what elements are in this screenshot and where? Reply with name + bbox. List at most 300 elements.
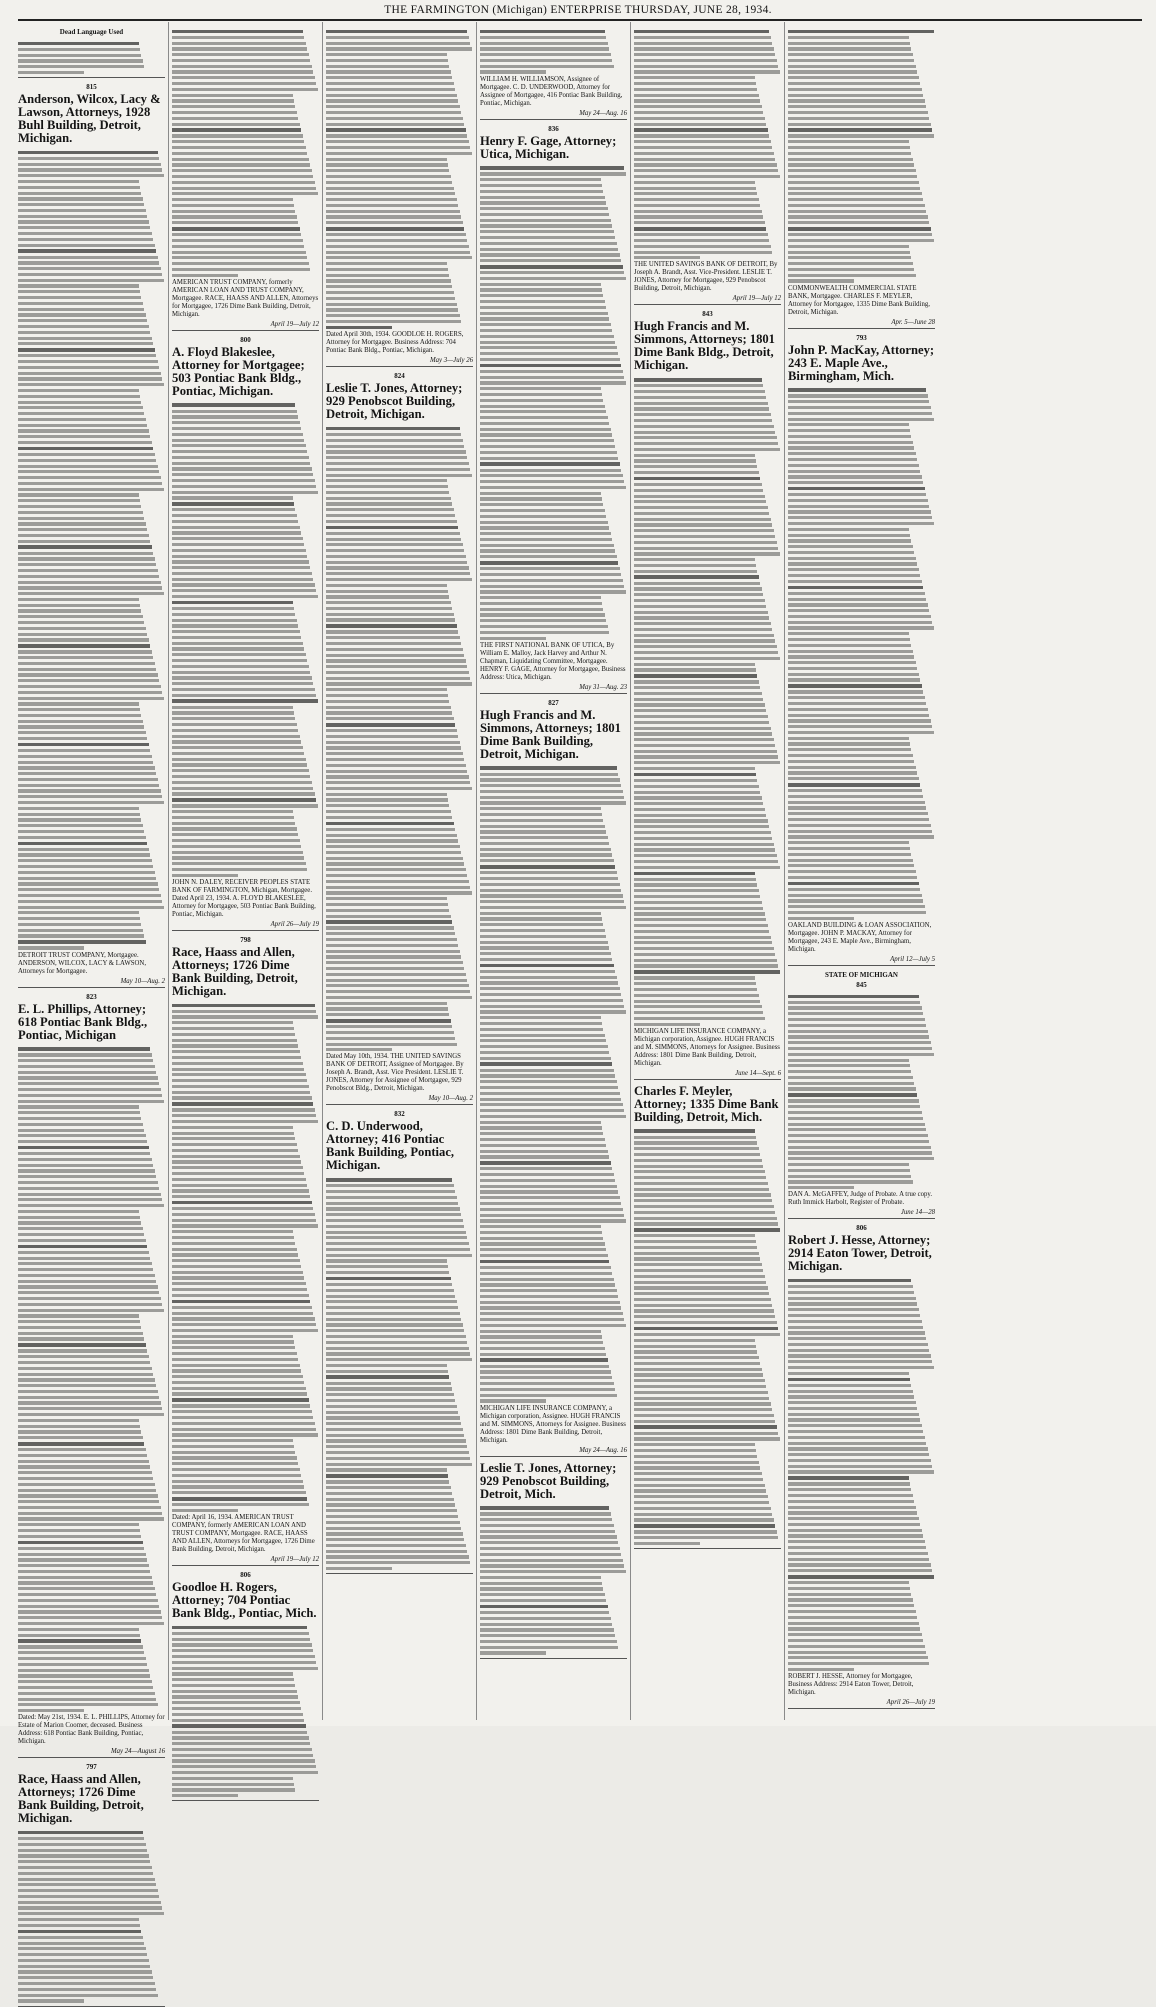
legal-notice: [18, 1763, 165, 2006]
text-line: [172, 1242, 295, 1245]
text-line: [634, 611, 768, 614]
text-line: [18, 1593, 156, 1596]
text-line: [634, 1466, 760, 1469]
text-line: [326, 450, 466, 453]
text-line: [172, 1771, 318, 1774]
text-line: [172, 210, 295, 213]
text-line: [634, 1385, 766, 1388]
text-line: [480, 1646, 618, 1649]
text-line: [480, 935, 606, 938]
text-line: [326, 70, 451, 73]
text-line: [172, 1422, 315, 1425]
text-line: [326, 700, 449, 703]
text-line: [18, 1692, 155, 1695]
text-line: [480, 1254, 608, 1257]
text-line: [788, 731, 934, 734]
text-line: [326, 42, 470, 45]
text-line: [634, 163, 777, 166]
text-line: [788, 1552, 928, 1555]
text-line: [480, 836, 608, 839]
text-line: [18, 1895, 159, 1898]
text-line: [18, 249, 156, 253]
text-line: [788, 88, 922, 91]
text-line: [480, 526, 609, 529]
text-line: [634, 123, 766, 126]
text-line: [326, 880, 469, 883]
text-line: [634, 1228, 780, 1232]
text-line: [788, 510, 931, 513]
text-line: [634, 419, 772, 422]
text-line: [326, 950, 460, 953]
legal-notice: [18, 993, 165, 1759]
text-line: [480, 300, 605, 303]
text-line: [172, 450, 307, 453]
text-line: [172, 607, 294, 610]
text-line: [788, 655, 914, 658]
text-line: [480, 848, 611, 851]
text-line: [480, 1617, 611, 1620]
text-line: [634, 1327, 778, 1331]
text-line: [172, 1783, 294, 1786]
text-line: [326, 1013, 449, 1016]
text-line: [326, 775, 469, 778]
text-line: [788, 1581, 909, 1584]
text-line: [634, 552, 780, 555]
text-line: [480, 819, 603, 822]
text-line: [788, 1331, 925, 1334]
text-line: [326, 909, 449, 912]
text-line: [480, 929, 605, 932]
text-line: [172, 1439, 293, 1442]
text-line: [18, 360, 158, 363]
text-line: [326, 729, 457, 732]
notice-number: 815: [86, 83, 97, 92]
notice-number: 824: [394, 372, 405, 381]
text-line: [172, 1068, 304, 1071]
text-line: [480, 1045, 608, 1048]
text-line: [480, 213, 609, 216]
text-line: [634, 1391, 768, 1394]
text-line: [172, 1456, 297, 1459]
text-line: [788, 215, 928, 218]
text-line: [18, 377, 162, 380]
text-line: [634, 1165, 763, 1168]
text-line: [788, 882, 919, 886]
text-line: [480, 1242, 605, 1245]
text-line: [788, 777, 919, 780]
text-line: [788, 1390, 913, 1393]
text-line: [480, 807, 601, 810]
text-line: [18, 900, 162, 903]
text-line: [326, 979, 467, 982]
text-line: [172, 1416, 313, 1419]
text-line: [18, 354, 156, 357]
text-line: [172, 94, 293, 97]
text-line: [788, 53, 913, 56]
text-line: [480, 317, 609, 320]
text-line: [326, 804, 449, 807]
text-line: [172, 42, 306, 45]
text-line: [634, 1345, 756, 1348]
text-line: [172, 1195, 310, 1198]
text-line: [788, 1506, 916, 1509]
legal-notice: [172, 1571, 319, 1801]
text-line: [634, 1542, 700, 1545]
text-line: [480, 509, 605, 512]
text-line: [172, 827, 297, 830]
notice-signature: MICHIGAN LIFE INSURANCE COMPANY, a Michigan corporation, Assignee. HUGH FRANCIS and M. SIMMONS, Attorneys for Assignee. Business Address: 1801 Dime Bank Building, Detroit, Michigan.: [480, 1404, 626, 1444]
text-line: [788, 487, 925, 491]
text-line: [18, 348, 155, 352]
notice-signature: COMMONWEALTH COMMERCIAL STATE BANK, Mortgagee. CHARLES F. MEYLER, Attorney for Mortgagee, 1335 Dime Bank Building, Detroit, Michigan.: [788, 284, 930, 316]
text-line: [326, 152, 472, 155]
text-line: [18, 1570, 150, 1573]
text-line: [326, 694, 448, 697]
text-line: [480, 1260, 609, 1264]
text-line: [788, 1151, 932, 1154]
text-line: [634, 518, 771, 521]
text-line: [326, 256, 472, 259]
text-line: [480, 196, 605, 199]
text-line: [634, 1176, 766, 1179]
text-line: [18, 429, 149, 432]
text-line: [788, 917, 854, 920]
text-line: [634, 761, 780, 764]
text-line: [634, 1478, 763, 1481]
text-line: [18, 638, 149, 641]
text-line: [634, 471, 759, 474]
text-line: [172, 583, 315, 586]
text-line: [326, 526, 458, 530]
text-line: [634, 854, 777, 857]
notice-heading: E. L. Phillips, Attorney; 618 Pontiac Bank Bldg., Pontiac, Michigan: [18, 1001, 148, 1042]
text-line: [480, 457, 618, 460]
text-line: [480, 964, 614, 968]
text-line: [326, 514, 455, 517]
text-line: [326, 1480, 449, 1483]
text-line: [326, 555, 466, 558]
text-line: [326, 1399, 455, 1402]
text-line: [634, 1136, 756, 1139]
text-line: [788, 163, 914, 166]
text-line: [326, 648, 463, 651]
text-line: [18, 1953, 147, 1956]
text-line: [172, 1369, 301, 1372]
text-line: [326, 955, 461, 958]
text-line: [480, 579, 623, 582]
text-line: [172, 1224, 318, 1227]
text-line: [480, 1225, 601, 1228]
text-line: [634, 47, 774, 50]
publication-dates: April 19—July 12: [172, 1556, 319, 1566]
text-line: [788, 158, 913, 161]
text-line: [172, 1445, 294, 1448]
text-line: [788, 737, 909, 740]
text-line: [326, 665, 467, 668]
text-line: [788, 400, 929, 403]
text-line: [480, 1155, 609, 1158]
text-line: [788, 1076, 913, 1079]
text-line: [172, 1166, 303, 1169]
text-line: [172, 1172, 304, 1175]
text-line: [788, 99, 925, 102]
text-line: [18, 1942, 144, 1945]
text-line: [634, 1402, 771, 1405]
text-line: [788, 1616, 917, 1619]
text-line: [788, 841, 909, 844]
text-line: [18, 296, 141, 299]
text-line: [788, 1622, 919, 1625]
text-line: [480, 1312, 623, 1315]
text-line: [18, 1634, 140, 1637]
text-line: [172, 1748, 312, 1751]
text-line: [788, 1157, 934, 1160]
text-line: [18, 627, 146, 630]
text-line: [634, 1170, 765, 1173]
text-line: [788, 117, 929, 120]
text-line: [788, 1291, 914, 1294]
text-line: [172, 560, 309, 563]
notice-signature: AMERICAN TRUST COMPANY, formerly AMERICAN LOAN AND TRUST COMPANY, Mortgagee. RACE, HAASS AND ALLEN, Attorneys for Mortgagee, 1726 Dime Bank Building, Detroit, Michigan.: [172, 278, 319, 318]
text-line: [480, 271, 624, 274]
text-line: [634, 1193, 771, 1196]
text-line: [172, 204, 294, 207]
text-line: [18, 859, 152, 862]
text-line: [480, 1126, 602, 1129]
text-line: [172, 688, 315, 691]
text-line: [480, 166, 624, 170]
text-line: [172, 1503, 309, 1506]
text-line: [788, 394, 928, 397]
text-line: [480, 853, 612, 856]
text-line: [326, 1521, 460, 1524]
text-line: [18, 1198, 162, 1201]
text-line: [788, 1360, 932, 1363]
text-line: [788, 783, 920, 787]
legal-notice: [18, 83, 165, 987]
text-line: [480, 1559, 623, 1562]
text-line: [480, 1335, 602, 1338]
text-line: [788, 859, 913, 862]
text-line: [18, 1297, 161, 1300]
text-line: [480, 1394, 617, 1397]
text-line: [172, 787, 313, 790]
text-line: [480, 451, 617, 454]
text-line: [480, 1512, 611, 1515]
text-line: [326, 903, 448, 906]
text-line: [172, 822, 295, 825]
text-line: [480, 1358, 608, 1362]
text-line: [480, 294, 603, 297]
text-line: [18, 226, 150, 229]
text-line: [788, 876, 917, 879]
text-line: [326, 1370, 448, 1373]
text-line: [788, 1488, 911, 1491]
text-line: [172, 1155, 300, 1158]
text-line: [18, 256, 158, 259]
text-line: [634, 1362, 760, 1365]
legal-notice: [326, 372, 473, 1105]
text-line: [634, 1507, 771, 1510]
text-line: [788, 673, 919, 676]
text-line: [480, 178, 601, 181]
text-line: [172, 105, 295, 108]
text-line: [788, 806, 926, 809]
text-line: [480, 561, 618, 565]
text-line: [480, 190, 603, 193]
text-line: [18, 1576, 152, 1579]
text-line: [788, 82, 920, 85]
text-line: [788, 1302, 917, 1305]
text-line: [326, 433, 461, 436]
text-line: [480, 1132, 603, 1135]
text-line: [172, 403, 295, 407]
notice-body: [480, 163, 627, 640]
text-line: [172, 245, 304, 248]
text-line: [326, 834, 457, 837]
text-line: [18, 522, 146, 525]
notice-signature: JOHN N. DALEY, RECEIVER PEOPLES STATE BANK OF FARMINGTON, Michigan, Mortgagee. Dated April 23, 1934. A. FLOYD BLAKESLEE, Attorney for Mortgagee, 503 Pontiac Bank Building, Pontiac, Michigan.: [172, 878, 316, 918]
text-line: [172, 111, 297, 114]
text-line: [480, 486, 626, 489]
legal-notice: [634, 26, 781, 305]
text-line: [18, 1860, 150, 1863]
legal-notice: [172, 336, 319, 931]
text-line: [634, 465, 757, 468]
text-line: [172, 70, 313, 73]
text-line: [788, 412, 932, 415]
text-line: [788, 1384, 911, 1387]
text-line: [18, 308, 144, 311]
text-line: [172, 1428, 316, 1431]
text-line: [172, 1201, 312, 1205]
text-line: [480, 637, 546, 640]
text-line: [172, 769, 309, 772]
text-line: [480, 1324, 626, 1327]
text-line: [172, 566, 310, 569]
text-line: [172, 239, 303, 242]
text-line: [480, 65, 614, 68]
text-line: [480, 825, 605, 828]
text-line: [788, 632, 909, 635]
text-line: [326, 816, 452, 819]
text-line: [326, 781, 470, 784]
text-line: [788, 1087, 916, 1090]
text-line: [326, 1196, 457, 1199]
text-line: [18, 1831, 143, 1835]
text-line: [634, 1379, 765, 1382]
text-line: [480, 1318, 624, 1321]
text-line: [326, 291, 454, 294]
text-line: [18, 1494, 158, 1497]
text-line: [172, 619, 297, 622]
text-line: [172, 804, 318, 807]
text-line: [18, 615, 143, 618]
text-line: [480, 352, 618, 355]
text-line: [788, 1285, 913, 1288]
text-line: [326, 654, 464, 657]
text-line: [172, 456, 309, 459]
text-line: [480, 405, 605, 408]
text-line: [172, 1509, 238, 1512]
text-line: [634, 1309, 774, 1312]
notice-heading: Leslie T. Jones, Attorney; 929 Penobscot Building, Detroit, Michigan.: [326, 381, 463, 422]
text-line: [326, 851, 461, 854]
text-line: [480, 993, 621, 996]
text-line: [634, 1432, 778, 1435]
text-line: [480, 1651, 546, 1654]
text-line: [788, 725, 932, 728]
text-line: [634, 99, 760, 102]
text-line: [480, 30, 605, 34]
text-line: [634, 1397, 769, 1400]
text-line: [172, 1096, 312, 1099]
text-line: [326, 198, 457, 201]
text-line: [480, 184, 602, 187]
text-line: [480, 970, 615, 973]
text-line: [480, 1034, 605, 1037]
text-line: [788, 268, 914, 271]
text-line: [480, 602, 602, 605]
text-line: [634, 1321, 777, 1324]
text-line: [172, 874, 238, 877]
text-line: [788, 1453, 929, 1456]
text-line: [18, 389, 139, 392]
text-line: [172, 30, 303, 34]
text-line: [172, 1207, 313, 1210]
text-line: [634, 605, 766, 608]
text-line: [18, 1547, 144, 1550]
text-line: [172, 1433, 318, 1436]
text-line: [480, 859, 614, 862]
text-line: [634, 657, 780, 660]
text-line: [634, 1484, 765, 1487]
text-line: [788, 626, 934, 629]
notice-body: [326, 423, 473, 1051]
notice-number: 845: [856, 980, 867, 989]
text-line: [480, 790, 623, 793]
text-line: [788, 1041, 931, 1044]
text-line: [18, 1367, 152, 1370]
text-line: [18, 673, 158, 676]
text-line: [480, 416, 608, 419]
text-line: [634, 134, 769, 137]
text-line: [634, 808, 765, 811]
text-line: [634, 1472, 762, 1475]
text-line: [788, 210, 926, 213]
text-line: [788, 708, 928, 711]
text-line: [172, 1132, 294, 1135]
notice-signature: Dated: April 16, 1934. AMERICAN TRUST COMPANY, formerly AMERICAN LOAN AND TRUST COMPANY, Mortgagee. RACE, HAASS AND ALLEN, Attorneys for Mortgagee, 1726 Dime Bank Building, Detroit, Michigan.: [172, 1514, 315, 1554]
notice-heading: John P. MacKay, Attorney; 243 E. Maple Ave., Birmingham, Mich.: [788, 342, 935, 383]
text-line: [18, 1227, 143, 1230]
text-line: [326, 1178, 452, 1182]
text-line: [480, 1370, 611, 1373]
text-line: [172, 1788, 295, 1791]
text-line: [480, 1399, 546, 1402]
text-line: [634, 175, 780, 178]
text-line: [18, 540, 150, 543]
text-line: [18, 505, 141, 508]
text-line: [326, 462, 469, 465]
text-line: [18, 220, 149, 223]
text-line: [18, 1889, 158, 1892]
text-line: [172, 1375, 303, 1378]
text-line: [788, 1180, 913, 1183]
text-line: [634, 1513, 772, 1516]
text-line: [788, 1633, 922, 1636]
text-line: [18, 1535, 141, 1538]
